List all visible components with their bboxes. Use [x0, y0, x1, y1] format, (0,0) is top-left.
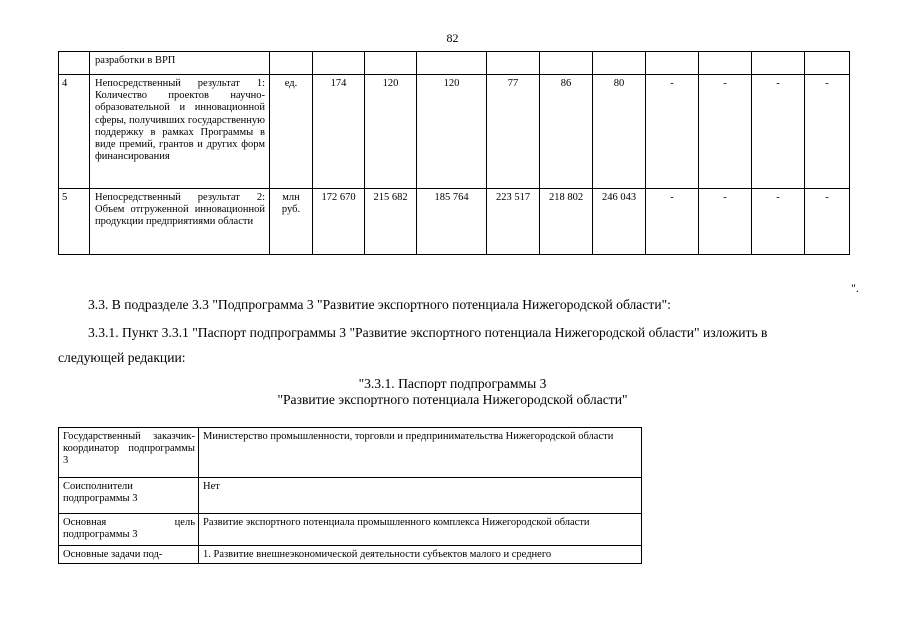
- value-cell: [487, 52, 540, 75]
- page-number: 82: [446, 31, 459, 45]
- table-row: [59, 52, 850, 75]
- table-row: [59, 478, 642, 514]
- closing-quote: ".: [851, 281, 859, 295]
- dash-cell: -: [646, 189, 699, 255]
- row-description: Непосредственный результат 2: Объем отгруженной инновационной продукции предприятиями области: [90, 189, 270, 255]
- value-cell: 218 802: [540, 189, 593, 255]
- value-cell: 77: [487, 75, 540, 189]
- row-number: 4: [59, 75, 90, 189]
- paragraph-continuation: следующей редакции:: [58, 350, 186, 365]
- value-cell: 223 517: [487, 189, 540, 255]
- value-cell: 185 764: [417, 189, 487, 255]
- value-cell: [313, 52, 365, 75]
- passport-value: Развитие экспортного потенциала промышленного комплекса Нижегородской области: [199, 514, 642, 546]
- row-description: разработки в ВРП: [90, 52, 270, 75]
- value-cell: [540, 52, 593, 75]
- value-cell: 172 670: [313, 189, 365, 255]
- passport-value: Министерство промышленности, торговли и предпринимательства Нижегородской области: [199, 428, 642, 478]
- table-row: [59, 514, 642, 546]
- dash-cell: [699, 52, 752, 75]
- row-number: 5: [59, 189, 90, 255]
- dash-cell: -: [805, 189, 850, 255]
- row-unit: ед.: [270, 75, 313, 189]
- passport-caption-line-1: "3.3.1. Паспорт подпрограммы 3: [358, 376, 547, 391]
- value-cell: 174: [313, 75, 365, 189]
- value-cell: 246 043: [593, 189, 646, 255]
- table-row: [59, 189, 850, 255]
- passport-key: Основные задачи под-: [59, 546, 199, 564]
- value-cell: [417, 52, 487, 75]
- passport-value: 1. Развитие внешнеэкономической деятельности субъектов малого и среднего: [199, 546, 642, 564]
- value-cell: [593, 52, 646, 75]
- dash-cell: -: [752, 75, 805, 189]
- value-cell: 120: [365, 75, 417, 189]
- row-description: Непосредственный результат 1: Количество проектов научно-образовательной и инновационной сферы, получивших государственную поддержку в рамках Программы в виде премий, грантов и других форм финансирования: [90, 75, 270, 189]
- indicators-table: [58, 51, 850, 255]
- row-number: [59, 52, 90, 75]
- value-cell: 80: [593, 75, 646, 189]
- passport-key: Основная цель подпрограммы 3: [59, 514, 199, 546]
- value-cell: 86: [540, 75, 593, 189]
- table-row: [59, 546, 642, 564]
- dash-cell: -: [699, 189, 752, 255]
- dash-cell: -: [805, 75, 850, 189]
- table-row: [59, 75, 850, 189]
- paragraph-item-3-3-1: 3.3.1. Пункт 3.3.1 "Паспорт подпрограммы 3 "Развитие экспортного потенциала Нижегородской области" изложить в: [88, 325, 768, 340]
- dash-cell: -: [752, 189, 805, 255]
- value-cell: 120: [417, 75, 487, 189]
- row-unit: млн руб.: [270, 189, 313, 255]
- dash-cell: -: [699, 75, 752, 189]
- passport-value: Нет: [199, 478, 642, 514]
- value-cell: [365, 52, 417, 75]
- table-row: [59, 428, 642, 478]
- dash-cell: [646, 52, 699, 75]
- passport-table: [58, 427, 642, 564]
- passport-caption-line-2: "Развитие экспортного потенциала Нижегородской области": [277, 392, 628, 407]
- passport-key: Соисполнители подпрограммы 3: [59, 478, 199, 514]
- row-unit: [270, 52, 313, 75]
- value-cell: 215 682: [365, 189, 417, 255]
- paragraph-section-3-3: 3.3. В подразделе 3.3 "Подпрограмма 3 "Развитие экспортного потенциала Нижегородской области":: [88, 297, 671, 312]
- dash-cell: [752, 52, 805, 75]
- passport-key: Государственный заказчик-координатор подпрограммы 3: [59, 428, 199, 478]
- dash-cell: -: [646, 75, 699, 189]
- dash-cell: [805, 52, 850, 75]
